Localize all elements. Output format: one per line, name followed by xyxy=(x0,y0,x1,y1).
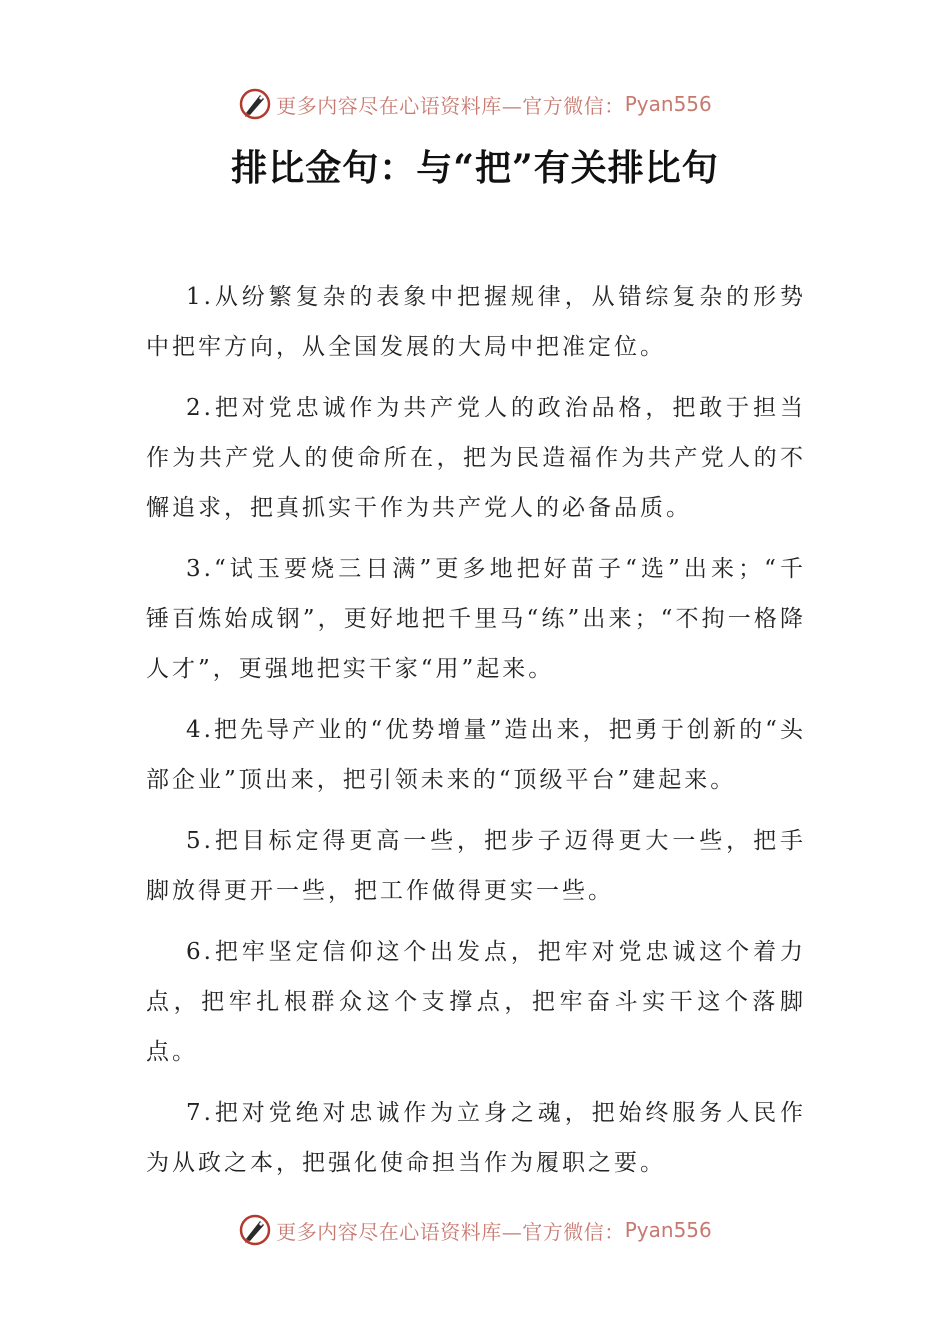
paragraph-4: 4.把先导产业的“优势增量”造出来，把勇于创新的“头部企业”顶出来，把引领未来的“顶级平台”建起来。 xyxy=(146,717,806,793)
header-banner xyxy=(0,84,950,124)
banner-text: 更多内容尽在心语资料库—官方微信： xyxy=(276,93,625,118)
banner-text: 更多内容尽在心语资料库—官方微信： xyxy=(276,1219,625,1244)
paragraph-2: 2.把对党忠诚作为共产党人的政治品格，把敢于担当作为共产党人的使命所在，把为民造福作为共产党人的不懈追求，把真抓实干作为共产党人的必备品质。 xyxy=(146,395,806,521)
pen-nib-logo-icon xyxy=(238,87,272,121)
banner-wechat-id: Pyan556 xyxy=(624,1218,712,1242)
paragraph-5: 5.把目标定得更高一些，把步子迈得更大一些，把手脚放得更开一些，把工作做得更实一些。 xyxy=(146,828,806,904)
paragraph-6: 6.把牢坚定信仰这个出发点，把牢对党忠诚这个着力点，把牢扎根群众这个支撑点，把牢奋斗实干这个落脚点。 xyxy=(146,939,806,1065)
document-body xyxy=(146,272,806,1199)
paragraph-1: 1.从纷繁复杂的表象中把握规律，从错综复杂的形势中把牢方向，从全国发展的大局中把准定位。 xyxy=(146,284,806,360)
banner-wechat-id: Pyan556 xyxy=(624,92,712,116)
paragraph-7: 7.把对党绝对忠诚作为立身之魂，把始终服务人民作为从政之本，把强化使命担当作为履职之要。 xyxy=(146,1100,806,1176)
page-title: 排比金句：与“把”有关排比句 xyxy=(231,147,719,189)
paragraph-3: 3.“试玉要烧三日满”更多地把好苗子“选”出来；“千锤百炼始成钢”，更好地把千里马“练”出来；“不拘一格降人才”，更强地把实干家“用”起来。 xyxy=(146,556,806,682)
footer-banner xyxy=(0,1210,950,1250)
pen-nib-logo-icon xyxy=(238,1213,272,1247)
